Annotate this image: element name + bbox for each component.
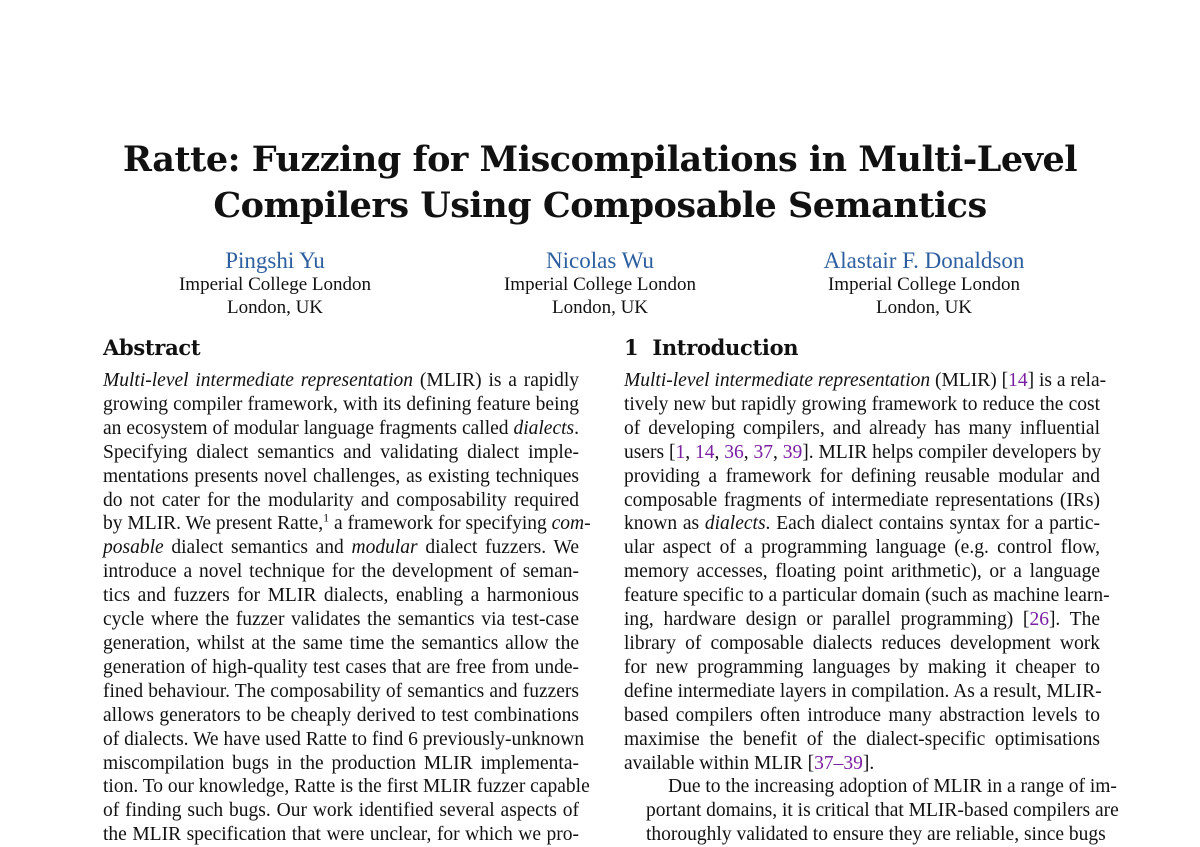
- text-line: [103, 775, 590, 799]
- citation-link[interactable]: 14: [1008, 370, 1028, 391]
- author-name[interactable]: Nicolas Wu: [546, 248, 654, 273]
- text-line: [103, 799, 579, 823]
- text-run: tics and fuzzers for MLIR dialects, enabling a harmonious: [103, 585, 579, 607]
- author-location: London, UK: [551, 297, 649, 318]
- text-run: define intermediate layers in compilation. As a result, MLIR-: [624, 680, 1102, 702]
- author-affiliation: Imperial College London: [503, 274, 697, 295]
- text-line: [624, 417, 1100, 441]
- text-line: [624, 536, 1100, 560]
- italic-term: Multi-level intermediate representation: [103, 370, 414, 391]
- text-line: [624, 775, 1117, 799]
- text-line: [624, 369, 1107, 393]
- text-run: tion. To our knowledge, Ratte is the first MLIR fuzzer capable: [103, 776, 590, 798]
- text-run: Specifying dialect semantics and validating dialect imple-: [103, 441, 579, 463]
- italic-term: com-: [551, 513, 591, 535]
- text-line: [103, 393, 579, 417]
- text-run: portant domains, it is critical that MLIR-based compilers are: [646, 800, 1119, 822]
- text-line: [624, 465, 1100, 489]
- author-affiliation: Imperial College London: [827, 274, 1021, 295]
- abstract-paragraph: [103, 369, 591, 847]
- text-run: library of composable dialects reduces development work: [624, 632, 1100, 654]
- introduction-section: [624, 333, 1119, 847]
- text-run: ].: [862, 752, 875, 774]
- text-line: [624, 752, 1100, 776]
- author-name[interactable]: Pingshi Yu: [225, 248, 325, 273]
- author-block-2: [430, 249, 770, 319]
- text-run: ]. The: [1048, 609, 1100, 631]
- citation-link[interactable]: 39: [782, 441, 803, 463]
- title-line-1: Ratte: Fuzzing for Miscompilations in Multi-Level: [122, 139, 1078, 180]
- text-run: maximise the benefit of the dialect-specific optimisations: [624, 728, 1100, 750]
- text-line: [624, 799, 1119, 823]
- text-line: [103, 608, 579, 632]
- section-number: 1: [624, 335, 639, 360]
- text-run: . Each dialect contains syntax for a partic-: [765, 513, 1100, 535]
- text-run: ,: [714, 441, 725, 463]
- text-run: for new programming languages by making it cheaper to: [624, 656, 1100, 678]
- text-line: [624, 704, 1100, 728]
- text-run: of developing compilers, and already has many influential: [624, 417, 1100, 439]
- introduction-paragraph-2: [624, 775, 1119, 847]
- text-run: ,: [685, 441, 695, 463]
- text-line: [103, 728, 585, 752]
- text-line: [103, 680, 579, 704]
- text-line: [624, 584, 1110, 608]
- citation-link[interactable]: 36: [724, 441, 744, 463]
- text-run: .: [574, 417, 579, 439]
- text-run: by MLIR. We present Ratte,: [103, 513, 324, 535]
- text-run: the MLIR specification that were unclear, for which we pro-: [103, 824, 579, 846]
- text-line: [624, 393, 1100, 417]
- text-run: do not cater for the modularity and composability required: [103, 489, 579, 511]
- introduction-heading: [624, 333, 1100, 363]
- citation-link[interactable]: 37: [753, 441, 773, 463]
- citation-link[interactable]: 37–39: [814, 752, 863, 774]
- footnote-marker[interactable]: 1: [323, 510, 330, 525]
- text-line: [624, 489, 1100, 513]
- text-run: of dialects. We have used Ratte to find 6 previously-unknown: [103, 728, 585, 750]
- text-run: memory accesses, floating point arithmetic), or a language: [624, 561, 1100, 583]
- text-run: (MLIR) [: [930, 370, 1009, 391]
- text-run: Due to the increasing adoption of MLIR in a range of im-: [668, 776, 1117, 798]
- text-line: [103, 489, 579, 513]
- text-line: [103, 465, 579, 489]
- text-run: feature specific to a particular domain (such as machine learn-: [624, 585, 1110, 607]
- text-run: dialect fuzzers. We: [417, 537, 579, 559]
- title-line-2: Compilers Using Composable Semantics: [213, 185, 987, 226]
- text-run: of finding such bugs. Our work identified several aspects of: [103, 800, 579, 822]
- author-block-3: [754, 249, 1094, 319]
- text-run: introduce a novel technique for the development of seman-: [103, 561, 579, 583]
- text-run: dialect semantics and: [163, 537, 352, 559]
- text-run: growing compiler framework, with its defining feature being: [103, 393, 579, 415]
- text-line: [103, 560, 579, 584]
- italic-term: dialects: [704, 513, 766, 535]
- paper-title: [0, 137, 1200, 229]
- author-affiliation: Imperial College London: [178, 274, 372, 295]
- text-run: mentations presents novel challenges, as existing techniques: [103, 465, 579, 487]
- text-line: [624, 441, 1100, 465]
- text-line: [624, 512, 1100, 536]
- text-run: thoroughly validated to ensure they are reliable, since bugs: [646, 824, 1106, 846]
- text-line: [103, 632, 579, 656]
- text-run: known as: [624, 513, 705, 535]
- text-run: generation of high-quality test cases that are free from unde-: [103, 656, 579, 678]
- text-line: [624, 560, 1100, 584]
- italic-term: Multi-level intermediate representation: [624, 370, 931, 391]
- introduction-paragraph-1: [624, 369, 1110, 775]
- text-line: [103, 584, 579, 608]
- text-run: providing a framework for defining reusable modular and: [624, 465, 1100, 487]
- text-line: [103, 752, 579, 776]
- text-run: ing, hardware design or parallel programming) [: [624, 609, 1030, 631]
- citation-link[interactable]: 1: [675, 441, 686, 463]
- abstract-heading: Abstract: [103, 335, 201, 360]
- text-run: ,: [772, 441, 783, 463]
- text-run: based compilers often introduce many abstraction levels to: [624, 704, 1100, 726]
- italic-term: modular: [351, 537, 418, 559]
- author-name[interactable]: Alastair F. Donaldson: [823, 248, 1025, 273]
- abstract-section: [103, 333, 591, 847]
- text-run: generation, whilst at the same time the semantics allow the: [103, 632, 579, 654]
- text-run: miscompilation bugs in the production MLIR implementa-: [103, 752, 579, 774]
- text-line: [103, 417, 579, 441]
- text-line: [103, 441, 579, 465]
- text-run: fined behaviour. The composability of semantics and fuzzers: [103, 680, 579, 702]
- citation-link[interactable]: 14: [694, 441, 715, 463]
- text-run: available within MLIR [: [624, 752, 815, 774]
- text-run: cycle where the fuzzer validates the semantics via test-case: [103, 609, 579, 631]
- citation-link[interactable]: 26: [1029, 609, 1049, 631]
- text-line: [103, 369, 579, 393]
- text-run: composable fragments of intermediate representations (IRs): [624, 489, 1100, 511]
- section-title: Introduction: [652, 335, 799, 360]
- italic-term: posable: [103, 537, 164, 559]
- text-run: ,: [743, 441, 754, 463]
- text-line: [103, 536, 579, 560]
- text-run: users [: [624, 441, 676, 463]
- text-run: (MLIR) is a rapidly: [413, 370, 579, 391]
- text-run: tively new but rapidly growing framework to reduce the cost: [624, 393, 1100, 415]
- text-line: [103, 704, 579, 728]
- text-line: [103, 656, 579, 680]
- text-run: allows generators to be cheaply derived to test combinations: [103, 704, 579, 726]
- text-line: [103, 510, 591, 536]
- text-line: [624, 728, 1100, 752]
- text-run: ]. MLIR helps compiler developers by: [802, 441, 1102, 463]
- author-block-1: [105, 249, 445, 319]
- text-run: an ecosystem of modular language fragments called: [103, 417, 514, 439]
- text-run: ] is a rela-: [1027, 370, 1107, 391]
- text-line: [624, 632, 1100, 656]
- text-line: [624, 608, 1100, 632]
- author-location: London, UK: [875, 297, 973, 318]
- text-run: a framework for specifying: [329, 513, 552, 535]
- text-line: [624, 680, 1100, 704]
- text-line: [624, 656, 1100, 680]
- italic-term: dialects: [513, 417, 575, 439]
- text-run: ular aspect of a programming language (e.g. control flow,: [624, 537, 1100, 559]
- author-location: London, UK: [226, 297, 324, 318]
